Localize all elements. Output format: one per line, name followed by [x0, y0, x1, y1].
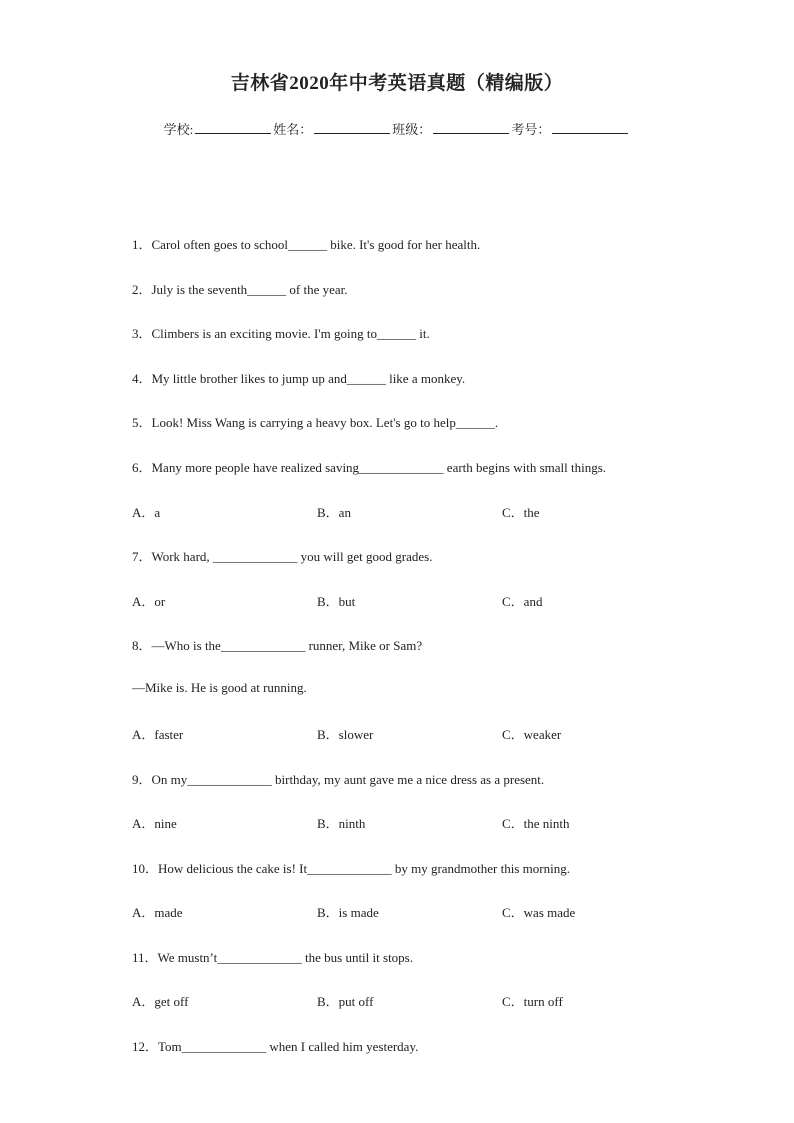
- option-a: A．nine: [132, 816, 177, 831]
- option-b: B．put off: [317, 994, 374, 1009]
- question-6: 6．Many more people have realized saving_____________ earth begins with small things.: [132, 460, 607, 475]
- school-label: 学校:: [163, 122, 194, 137]
- question-1: 1．Carol often goes to school______ bike. It's good for her health.: [132, 237, 481, 252]
- option-a: A．faster: [132, 727, 184, 742]
- option-b: B．ninth: [317, 816, 366, 831]
- option-b: B．an: [317, 505, 351, 520]
- option-b: B．slower: [317, 727, 374, 742]
- question-9: 9．On my_____________ birthday, my aunt gave me a nice dress as a present.: [132, 772, 545, 787]
- class-blank: [433, 121, 509, 134]
- option-a: A．a: [132, 505, 161, 520]
- name-label: 姓名：: [273, 122, 313, 137]
- question-12: 12．Tom_____________ when I called him yesterday.: [132, 1039, 419, 1054]
- school-blank: [195, 121, 271, 134]
- question-2: 2．July is the seventh______ of the year.: [132, 282, 348, 297]
- question-5: 5．Look! Miss Wang is carrying a heavy box. Let's go to help______.: [132, 415, 499, 430]
- option-c: C．was made: [502, 905, 576, 920]
- option-c: C．weaker: [502, 727, 562, 742]
- option-b: B．is made: [317, 905, 379, 920]
- option-c: C．and: [502, 594, 543, 609]
- exam-number-blank: [552, 121, 628, 134]
- option-a: A．or: [132, 594, 166, 609]
- option-a: A．get off: [132, 994, 189, 1009]
- page-title: 吉林省2020年中考英语真题（精编版）: [230, 73, 564, 94]
- name-blank: [314, 121, 390, 134]
- question-4: 4．My little brother likes to jump up and______ like a monkey.: [132, 371, 466, 386]
- option-b: B．but: [317, 594, 356, 609]
- question-8: 8．—Who is the_____________ runner, Mike or Sam?: [132, 638, 423, 653]
- student-info-line: [0, 119, 794, 138]
- question-3: 3．Climbers is an exciting movie. I'm going to______ it.: [132, 326, 430, 341]
- question-11: 11．We mustn’t_____________ the bus until it stops.: [132, 950, 413, 965]
- option-a: A．made: [132, 905, 183, 920]
- exam-number-label: 考号：: [511, 122, 551, 137]
- question-7: 7．Work hard, _____________ you will get good grades.: [132, 549, 433, 564]
- question-10: 10．How delicious the cake is! It_____________ by my grandmother this morning.: [132, 861, 570, 876]
- question-8-answer-line: —Mike is. He is good at running.: [132, 680, 307, 695]
- class-label: 班级：: [392, 122, 432, 137]
- option-c: C．the ninth: [502, 816, 570, 831]
- option-c: C．the: [502, 505, 540, 520]
- option-c: C．turn off: [502, 994, 563, 1009]
